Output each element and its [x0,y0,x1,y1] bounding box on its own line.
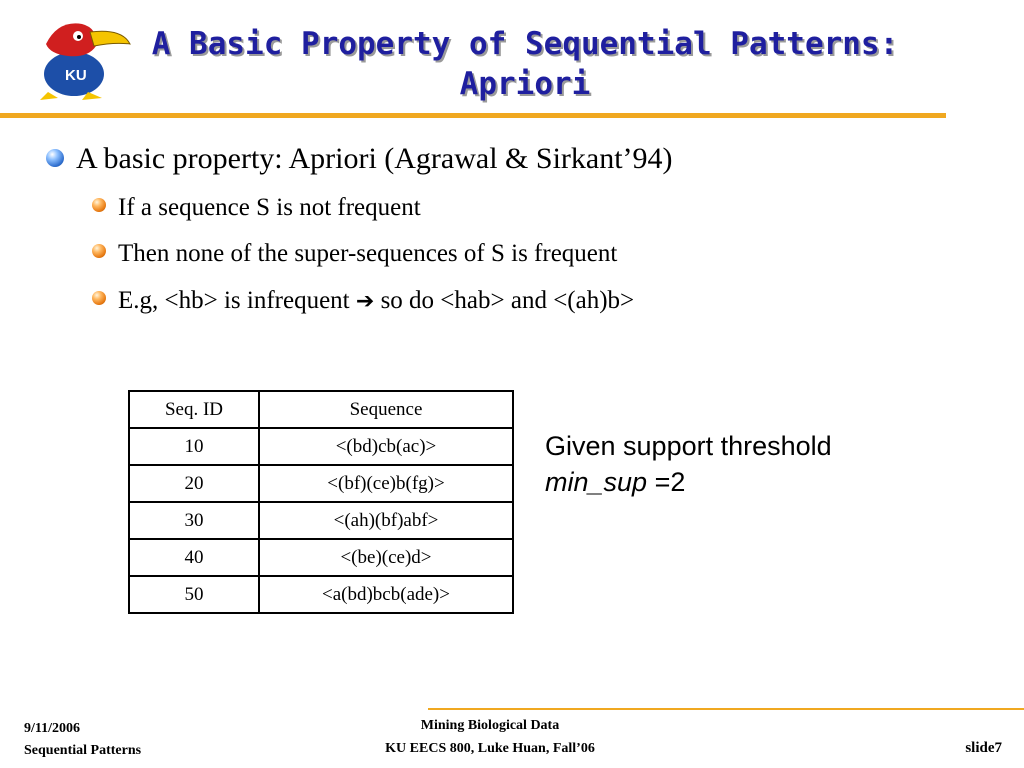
right-arrow-icon: ➔ [355,289,375,314]
orange-bullet-icon [92,198,106,212]
logo-pupil [77,35,81,39]
seq-id-cell: 40 [129,539,259,576]
table-header-row [129,391,513,428]
seq-id-cell: 10 [129,428,259,465]
footer-center [330,714,650,760]
note-line-1: Given support threshold [545,431,832,461]
sequence-cell: <(bd)cb(ac)> [259,428,513,465]
logo-beak [90,31,130,46]
note-line-2 [545,464,832,500]
orange-bullet-icon [92,291,106,305]
header-sequence: Sequence [259,391,513,428]
min-sup-value: =2 [647,467,686,497]
sequence-cell: <(be)(ce)d> [259,539,513,576]
footer-divider [428,708,1024,710]
sequence-cell: <(ah)(bf)abf> [259,502,513,539]
blue-bullet-icon [46,149,64,167]
seq-id-cell: 30 [129,502,259,539]
sub-bullet-text-before: E.g, <hb> is infrequent [118,287,350,314]
table-row [129,539,513,576]
title-line-1: A Basic Property of Sequential Patterns: [151,26,899,62]
sequence-table [128,390,514,614]
footer-date: 9/11/2006 [24,721,81,736]
table-row [129,465,513,502]
seq-id-cell: 50 [129,576,259,613]
sub-bullet-text: If a sequence S is not frequent [118,194,421,221]
slide-number: slide7 [965,740,1002,756]
sequence-cell: <(bf)(ce)b(fg)> [259,465,513,502]
logo-text: KU [65,67,87,84]
sub-bullet-3 [92,285,634,318]
jayhawk-logo [18,14,138,102]
table-row [129,576,513,613]
sub-bullet-2 [92,238,617,270]
logo-foot-left [40,92,58,100]
title-line-2: Apriori [459,66,591,102]
sub-bullet-text: Then none of the super-sequences of S is frequent [118,240,618,267]
min-sup-variable: min_sup [545,467,648,497]
header-seq-id: Seq. ID [129,391,259,428]
main-bullet [46,140,673,178]
sequence-cell: <a(bd)bcb(ade)> [259,576,513,613]
footer-topic: Sequential Patterns [24,743,142,758]
support-threshold-note [545,428,832,500]
orange-bullet-icon [92,244,106,258]
main-bullet-text: A basic property: Apriori (Agrawal & Sirkant’94) [76,142,673,175]
sub-bullet-text-after: so do <hab> and <(ah)b> [380,287,635,314]
table-row [129,428,513,465]
footer-course-title: Mining Biological Data [420,718,560,733]
logo-head [46,23,96,56]
title-divider [0,113,946,118]
footer-left [24,718,141,762]
table-row [129,502,513,539]
footer-course-info: KU EECS 800, Luke Huan, Fall’06 [385,741,595,756]
seq-id-cell: 20 [129,465,259,502]
sub-bullet-1 [92,192,421,224]
slide-title [150,24,900,104]
